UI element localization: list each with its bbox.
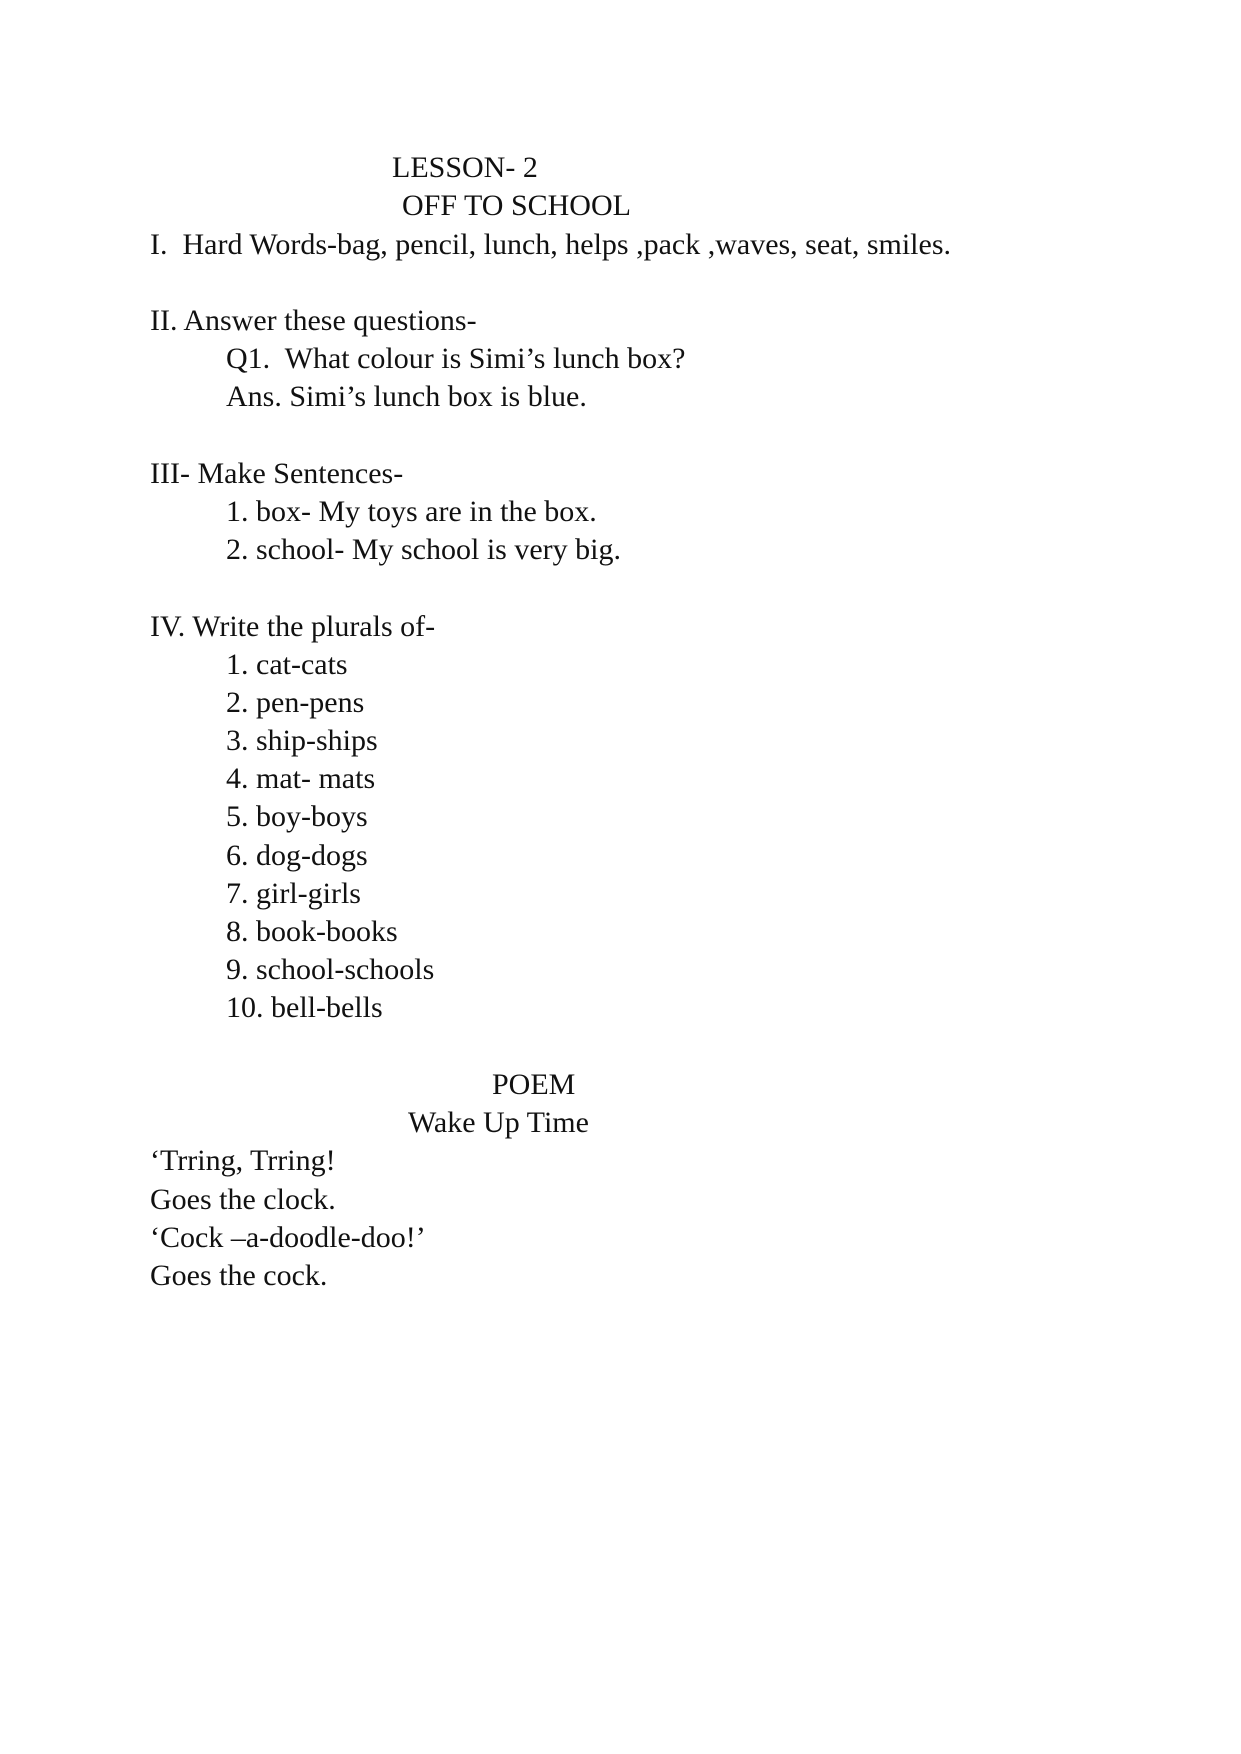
answer-1: Ans. Simi’s lunch box is blue.: [226, 380, 587, 413]
lesson-number: LESSON- 2: [392, 151, 538, 184]
poem-title: Wake Up Time: [408, 1106, 589, 1139]
plural-item: 1. cat-cats: [226, 648, 348, 681]
sentence-item: 2. school- My school is very big.: [226, 533, 621, 566]
hard-words: I. Hard Words-bag, pencil, lunch, helps ,pack ,waves, seat, smiles.: [150, 228, 951, 261]
plural-item: 2. pen-pens: [226, 686, 365, 719]
poem-line: ‘Cock –a-doodle-doo!’: [150, 1221, 426, 1254]
plural-item: 7. girl-girls: [226, 877, 361, 910]
question-1: Q1. What colour is Simi’s lunch box?: [226, 342, 686, 375]
poem-line: Goes the cock.: [150, 1259, 328, 1292]
plural-item: 8. book-books: [226, 915, 398, 948]
plural-item: 5. boy-boys: [226, 800, 368, 833]
plurals-heading: IV. Write the plurals of-: [150, 610, 436, 643]
plural-item: 9. school-schools: [226, 953, 435, 986]
plural-item: 10. bell-bells: [226, 991, 383, 1024]
plural-item: 6. dog-dogs: [226, 839, 368, 872]
poem-line: Goes the clock.: [150, 1183, 336, 1216]
lesson-title: OFF TO SCHOOL: [402, 189, 631, 222]
questions-heading: II. Answer these questions-: [150, 304, 477, 337]
poem-heading: POEM: [492, 1068, 576, 1101]
plural-item: 3. ship-ships: [226, 724, 378, 757]
sentences-heading: III- Make Sentences-: [150, 457, 404, 490]
plural-item: 4. mat- mats: [226, 762, 376, 795]
poem-line: ‘Trring, Trring!: [150, 1144, 336, 1177]
sentence-item: 1. box- My toys are in the box.: [226, 495, 597, 528]
